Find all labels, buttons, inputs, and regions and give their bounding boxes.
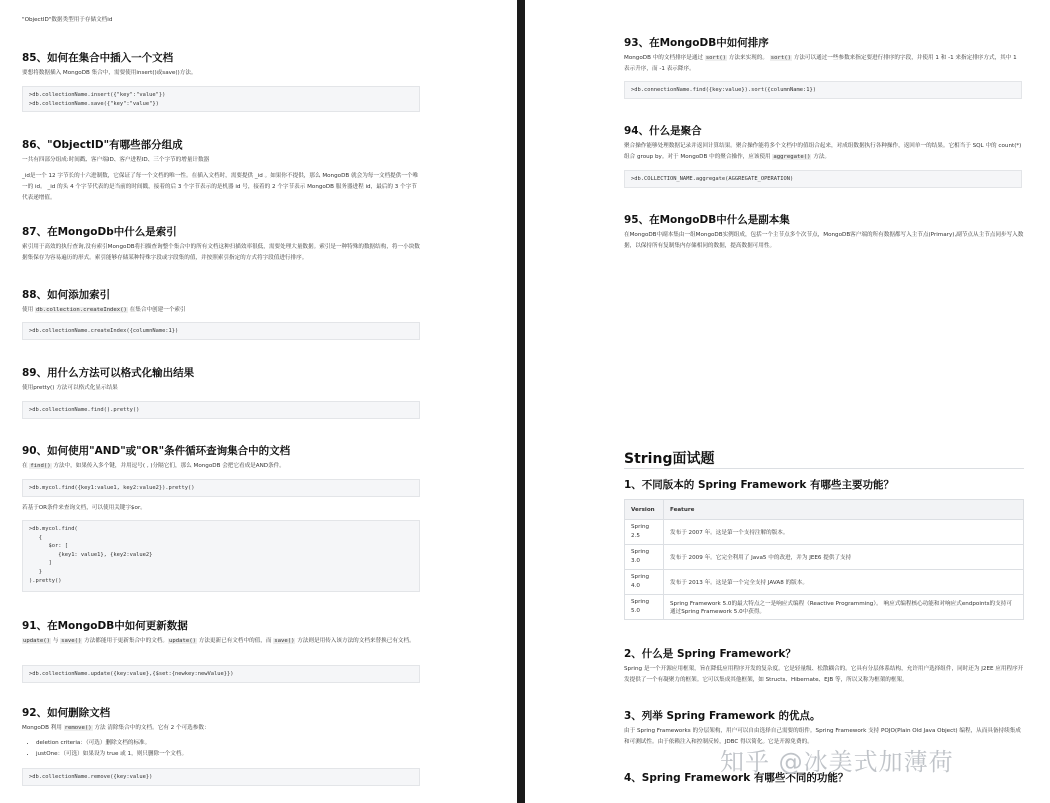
q94-body-pre: 聚合操作能够处理数据记录并返回计算结果。聚合操作能将多个文档中的值组合起来，对成组数据执行各种操作，返回单一的结果。它相当于 SQL 中的 count(*) 组合 group by。对于 MongoDB 中的聚合操作，应该使用 xyxy=(624,143,1022,160)
q90-body-code: find() xyxy=(30,463,51,469)
q86-body-1: 一共有四部分组成:时间戳、客户端ID、客户进程ID、三个字节的增量计数器 xyxy=(22,157,210,163)
code-line: >db.COLLECTION_NAME.aggregate(AGGREGATE_OPERATION) xyxy=(631,176,794,182)
table-cell-version: Spring 3.0 xyxy=(625,545,664,570)
code-line: {key1: value1}, {key2:value2} xyxy=(29,551,153,558)
q86-title: 86、"ObjectID"有哪些部分组成 xyxy=(22,139,183,151)
table-header-feature: Feature xyxy=(664,500,1024,520)
q90-body-post: 方法中，如果传入多个键，并用逗号( , )分隔它们，那么 MongoDB 会把它看成是AND条件。 xyxy=(51,463,285,469)
table-row xyxy=(625,545,1024,570)
watermark: 知乎 @冰美式加薄荷 xyxy=(720,748,954,776)
q91-code-2: save() xyxy=(61,638,82,644)
code-line: >db.mycol.find({key1:value1, key2:value2}).pretty() xyxy=(29,485,195,491)
q91-title: 91、在MongoDB中如何更新数据 xyxy=(22,620,188,632)
q88-body xyxy=(22,305,422,316)
table-header-version: Version xyxy=(625,500,664,520)
q88-body-pre: 使用 xyxy=(22,307,35,313)
code-line: ] xyxy=(29,560,52,567)
q91-code-3: update() xyxy=(169,638,196,644)
table-row xyxy=(625,570,1024,595)
q89-code xyxy=(22,401,420,419)
s2-body: Spring 是一个开源应用框架，旨在降低应用程序开发的复杂度。它是轻量级、松散耦合的。它具有分层体系结构，允许用户选择组件，同时还为 J2EE 应用程序开发提供了一个有凝聚力的框架。它可以集成其他框架，如 Structs、Hibernate、EJB 等，所以又称为框架的框架。 xyxy=(624,666,1024,683)
q94-body-post: 方法。 xyxy=(811,154,831,160)
page-divider xyxy=(517,0,525,803)
table-row xyxy=(625,520,1024,545)
section-title: String面试题 xyxy=(624,451,715,467)
q93-body xyxy=(624,53,1024,75)
code-line: >db.connectionName.find({key:value}).sort({columnName:1}) xyxy=(631,87,816,93)
q85-body: 要想将数据插入 MongoDB 集合中，需要使用insert()或save()方法。 xyxy=(22,70,197,76)
q91-body xyxy=(22,636,422,647)
q89-body: 使用pretty() 方法可以格式化显示结果 xyxy=(22,385,118,391)
q95-title: 95、在MongoDB中什么是副本集 xyxy=(624,214,790,226)
q90-body xyxy=(22,461,422,472)
table-cell-version: Spring 2.5 xyxy=(625,520,664,545)
right-page xyxy=(525,0,1050,803)
left-page xyxy=(0,0,517,803)
q90-title: 90、如何使用"AND"或"OR"条件循环查询集合中的文档 xyxy=(22,445,291,457)
q90-code-1 xyxy=(22,479,420,497)
s4-title: 4、Spring Framework 有哪些不同的功能？ xyxy=(624,772,849,784)
q92-body-post: 方法 清除集合中的文档。它有 2 个可选参数： xyxy=(92,725,210,731)
table-cell-version: Spring 5.0 xyxy=(625,595,664,620)
code-line: >db.collectionName.save({"key":"value"}) xyxy=(29,100,159,107)
q92-title: 92、如何删除文档 xyxy=(22,707,111,719)
q94-body-code: aggregate() xyxy=(773,154,811,160)
q85-code xyxy=(22,86,420,112)
section-divider xyxy=(624,468,1024,469)
s2-title: 2、什么是 Spring Framework？ xyxy=(624,648,796,660)
q92-code xyxy=(22,768,420,786)
code-line: >db.collectionName.update({key:value},{$set:{newkey:newValue}}) xyxy=(29,671,234,677)
q87-title: 87、在MongoDb中什么是索引 xyxy=(22,226,177,238)
q93-code-2: sort() xyxy=(770,55,791,61)
s1-title: 1、不同版本的 Spring Framework 有哪些主要功能？ xyxy=(624,479,895,491)
code-line: } xyxy=(29,568,42,575)
table-header-row xyxy=(625,500,1024,520)
q94-code xyxy=(624,170,1022,188)
q91-text-2: 方法都能用于更新集合中的文档。 xyxy=(82,638,169,644)
q85-title: 85、如何在集合中插入一个文档 xyxy=(22,52,174,64)
q91-text-3: 方法更新已有文档中的值，而 xyxy=(196,638,274,644)
s3-body: 由于 Spring Frameworks 的分层架构，用户可以自由选择自己需要的组件。Spring Framework 支持 POJO(Plain Old Java Object) 编程，从而具备持续集成和可测试性。由于依赖注入和控制反转，JDBC 得以简化。它是开源免费的。 xyxy=(624,728,1021,745)
code-line: >db.mycol.find( xyxy=(29,526,78,532)
table-cell-feature: 发布于 2013 年。这是第一个完全支持 JAVA8 的版本。 xyxy=(664,570,1024,595)
q91-text-4: 方法则是用传入该方法的文档来替换已有文档。 xyxy=(295,638,415,644)
code-line: ).pretty() xyxy=(29,577,62,584)
table-row xyxy=(625,595,1024,620)
q86-body-2: _id是一个 12 字节长的十六进制数，它保证了每一个文档的唯一性。在插入文档时，需要提供 _id 。如果你不提供，那么 MongoDB 就会为每一文档提供一个唯一的 id。 _id 的头 4 个字节代表的是当前的时间戳，接着的后 3 个字节表示的是机器 id 号，接着的 2 个字节表示 MongoDB 服务器进程 id，最后的 3 个字节代表递增值。 xyxy=(22,173,419,201)
q87-body: 索引用于高效的执行查询,没有索引MongoDB将扫描查询整个集合中的所有文档这种扫描效率很低，需要处理大量数据。索引是一种特殊的数据结构，将一小块数据集保存为容易遍历的形式。索引能够存储某种特殊字段或字段集的值，并按照索引指定的方式将字段值进行排序。 xyxy=(22,244,420,261)
q92-body xyxy=(22,723,422,734)
q93-title: 93、在MongoDB中如何排序 xyxy=(624,37,769,49)
q93-body-post: 方法可以通过一些参数来指定要进行排序的字段，并使用 1 和 -1 来指定排序方式，其中 1 表示升序，而 -1 表示降序。 xyxy=(624,55,1017,72)
q93-code xyxy=(624,81,1022,99)
table-cell-feature: 发布于 2007 年。这是第一个支持注解的版本。 xyxy=(664,520,1024,545)
q88-code xyxy=(22,322,420,340)
q93-body-pre: MongoDB 中的文档排序是通过 xyxy=(624,55,705,61)
table-cell-feature: Spring Framework 5.0的最大特点之一是响应式编程（Reactive Programming）。 响应式编程核心功能和对响应式endpoints的支持可通过Spring Framework 5.0中获得。 xyxy=(664,595,1024,620)
q92-body-pre: MongoDB 利用 xyxy=(22,725,64,731)
q89-title: 89、用什么方法可以格式化输出结果 xyxy=(22,367,195,379)
table-cell-feature: 发布于 2009 年。它完全利用了 Java5 中的改进，并为 JEE6 提供了支持 xyxy=(664,545,1024,570)
code-line: >db.collectionName.insert({"key":"value"}) xyxy=(29,92,166,98)
code-line: >db.collectionName.createIndex({columnName:1}) xyxy=(29,328,179,334)
code-line: >db.collectionName.remove({key:value}) xyxy=(29,774,153,780)
q91-code-1: update() xyxy=(23,638,50,644)
q88-title: 88、如何添加索引 xyxy=(22,289,111,301)
q90-code-2 xyxy=(22,520,420,592)
q91-text-1: 与 xyxy=(50,638,61,644)
list-item: • deletion criteria：（可选）删除文档的标准。 xyxy=(36,738,422,749)
version-table xyxy=(624,499,1024,620)
q90-body-pre: 在 xyxy=(22,463,30,469)
code-line: >db.collectionName.find().pretty() xyxy=(29,407,140,413)
q92-bullets xyxy=(22,738,422,760)
q94-body xyxy=(624,141,1024,163)
list-item: • justOne：（可选）如果设为 true 或 1，则只删除一个文档。 xyxy=(36,749,422,760)
q93-body-mid: 方法来实现的。 xyxy=(727,55,770,61)
q95-body: 在MongoDB中副本集由一组MongoDB实例组成，包括一个主节点多个次节点，MongoDB客户端的所有数据都写入主节点(Primary),副节点从主节点同步写入数据，以保持所有复制集内存储相同的数据，提高数据可用性。 xyxy=(624,232,1024,249)
code-line: $or: [ xyxy=(29,543,68,550)
s3-title: 3、列举 Spring Framework 的优点。 xyxy=(624,710,821,722)
q91-code xyxy=(22,665,420,683)
q88-body-post: 在集合中创建一个索引 xyxy=(127,307,186,313)
code-line: { xyxy=(29,534,42,541)
q92-body-code: remove() xyxy=(64,725,92,731)
q90-body-2: 若基于OR条件来查询文档，可以使用关键字$or。 xyxy=(22,505,146,511)
q88-body-code: db.collection.createIndex() xyxy=(35,307,127,313)
table-cell-version: Spring 4.0 xyxy=(625,570,664,595)
q93-code-1: sort() xyxy=(705,55,727,61)
q91-code-4: save() xyxy=(274,638,295,644)
q94-title: 94、什么是聚合 xyxy=(624,125,702,137)
intro-text: "ObjectID"数据类型用于存储文档id xyxy=(22,17,113,23)
